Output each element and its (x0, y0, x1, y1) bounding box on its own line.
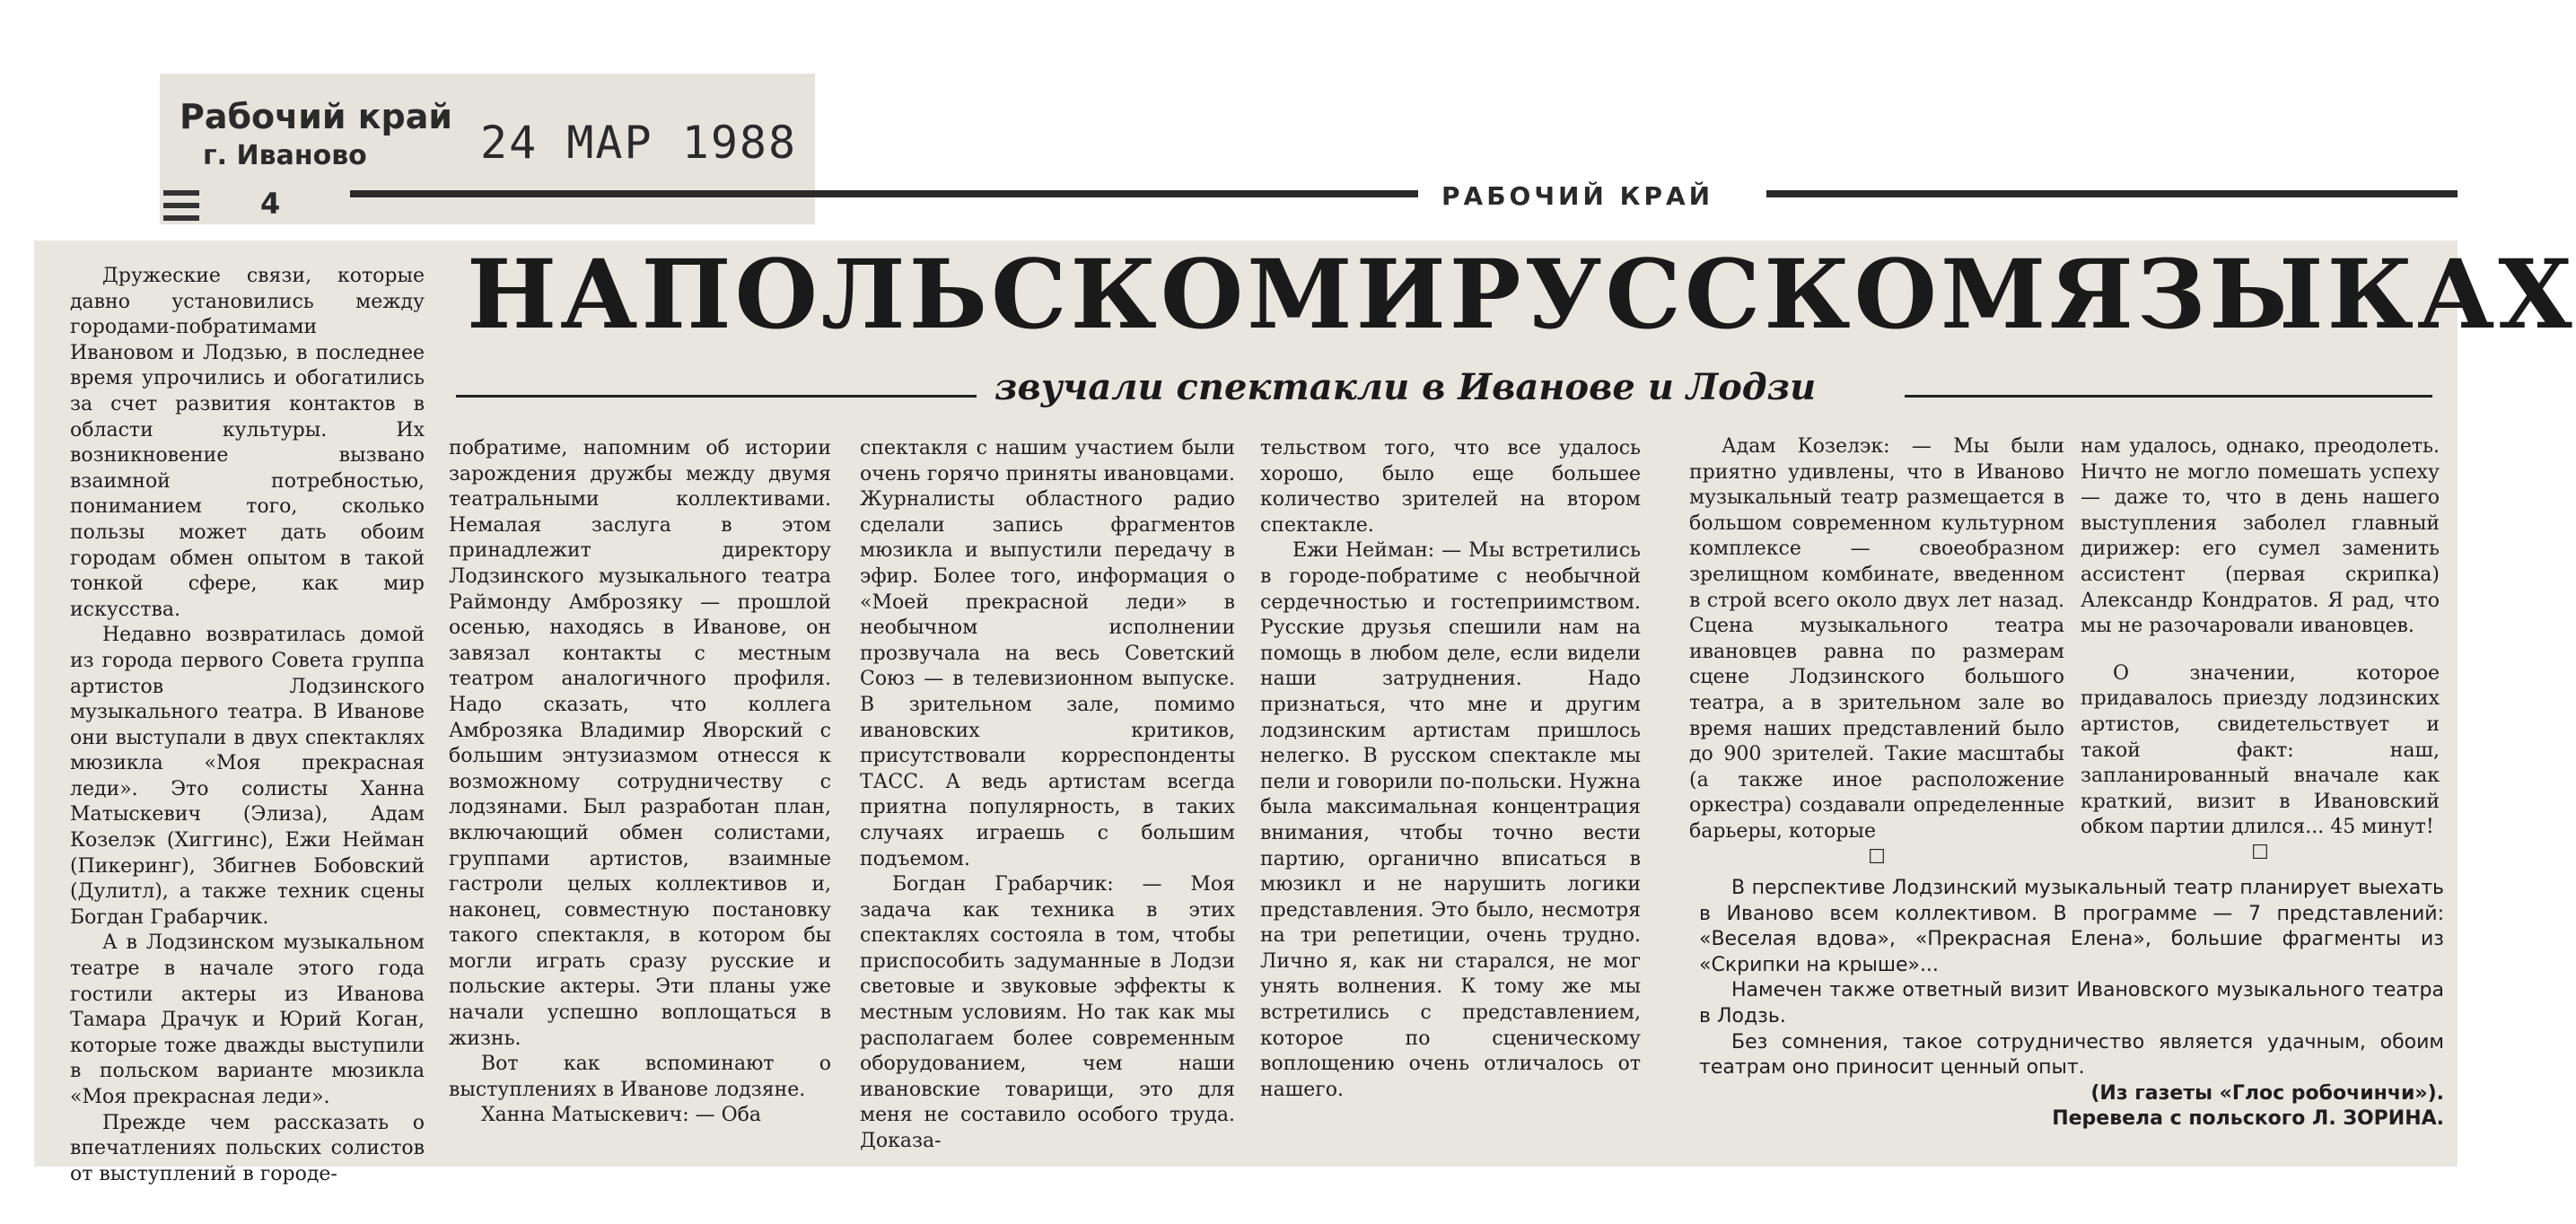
column-1 (70, 264, 425, 1187)
column-2 (449, 436, 831, 1129)
subhead-rule-right (1905, 395, 2432, 398)
paragraph: Намечен также ответный визит Ивановского музыкального театра в Лодзь. (1699, 979, 2444, 1027)
paragraph: Богдан Грабарчик: — Моя задача как техника в этих спектаклях состояла в том, чтобы приспособить задуманные в Лодзи световые и звуковые эффекты к местным условиям. Но так как мы располагаем более современным оборудованием, чем наши ивановские товарищи, это для меня не составило особого труда. Доказа- (860, 873, 1235, 1153)
date-stamp: 24 МАР 1988 (480, 117, 798, 169)
running-head: РАБОЧИЙ КРАЙ (1441, 181, 1714, 211)
subheadline: звучали спектакли в Иванове и Лодзи (994, 366, 1817, 408)
end-mark: ☐ (1868, 845, 1886, 869)
headline-word: РУССКОМ (1449, 237, 2050, 350)
column-5 (1689, 434, 2064, 870)
paragraph: спектакля с нашим участием были очень горячо приняты ивановцами. Журналисты областного радио сделали запись фрагментов мюзикла и выпустили передачу в эфир. Более того, информация о «Моей прекрасной леди» в необычном исполнении прозвучала на весь Советский Союз — в телевизионном выпуске. В зрительном зале, помимо ивановских критиков, присутствовали корреспонденты ТАСС. А ведь артистам всегда приятна популярность, в таких случаях играешь с большим подъемом. (860, 437, 1235, 870)
paragraph: Ханна Матыскевич: — Оба (481, 1104, 762, 1127)
paper-name: Рабочий край (180, 97, 452, 136)
column-3 (860, 436, 1235, 1155)
column-6 (2081, 434, 2440, 866)
city-name: г. Иваново (203, 140, 367, 171)
translator-credit: Перевела с польского Л. ЗОРИНА. (2052, 1107, 2444, 1131)
header-rule-left (350, 190, 1418, 197)
rule-block (163, 203, 199, 208)
end-mark: ☐ (2251, 841, 2269, 864)
paragraph: нам удалось, однако, преодолеть. Ничто не могло помешать успеху — даже то, что в день нашего выступления заболел главный дирижер: его сумел заменить ассистент (первая скрипка) Александр Кондратов. Я рад, что мы не разочаровали ивановцев. (2081, 435, 2440, 638)
rule-block (163, 215, 199, 221)
paragraph: Адам Козелэк: — Мы были приятно удивлены, что в Иваново музыкальный театр размещается в большом современном культурном комплексе — своеобразном зрелищном комбинате, введенном в строй всего около двух лет назад. Сцена музыкального театра ивановцев равна по размерам сцене Лодзинского большого театра, а в зрительном зале во время наших представлений было до 900 зрителей. Такие масштабы (а также иное расположение оркестра) создавали определенные барьеры, которые (1689, 435, 2064, 843)
headline-word: ПОЛЬСКОМ (641, 237, 1356, 350)
headline (467, 235, 2576, 352)
paragraph: побратиме, напомним об истории зарождения дружбы между двумя театральными коллективами. Немалая заслуга в этом принадлежит директору Лодзинского музыкального театра Раймонду Амброзяку — прошлой осенью, находясь в Иванове, он завязал контакты с местным театром аналогичного профиля. Надо сказать, что коллега Амброзяка Владимир Яворский с большим энтузиазмом отнесся к возможному сотрудничеству с лодзянами. Был разработан план, включающий обмен солистами, группами артистов, взаимные гастроли целых коллективов и, наконец, совместную постановку такого спектакля, в котором бы могли играть сразу русские и польские актеры. Эти планы уже начали успешно воплощаться в жизнь. (449, 437, 831, 1050)
page-number: 4 (260, 187, 281, 221)
header-rule-right (1766, 190, 2458, 197)
paragraph: В перспективе Лодзинский музыкальный театр планирует выехать в Иваново всем коллективом. В программе — 7 представлений: «Веселая вдова», «Прекрасная Елена», большие фрагменты из «Скрипки на крыше»... (1699, 877, 2444, 976)
paragraph: Прежде чем рассказать о впечатлениях польских солистов от выступлений в городе- (70, 1111, 425, 1185)
paragraph: А в Лодзинском музыкальном театре в начале этого года гостили актеры из Иванова Тамара Драчук и Юрий Коган, которые тоже дважды выступили в польском варианте мюзикла «Моя прекрасная леди». (70, 931, 425, 1108)
paragraph: Без сомнения, такое сотрудничество является удачным, обоим театрам оно приносит ценный опыт. (1699, 1030, 2444, 1080)
paragraph: тельством того, что все удалось хорошо, было еще большее количество зрителей на втором спектакле. (1260, 437, 1641, 537)
column-4 (1260, 436, 1641, 1103)
source-credit: (Из газеты «Глос робочинчи»). (2090, 1081, 2444, 1105)
bottom-block (1699, 876, 2444, 1132)
headline-word: ЯЗЫКАХ (2049, 237, 2576, 350)
headline-word: НА (467, 237, 642, 350)
paragraph: Вот как вспоминают о выступлениях в Иванове лодзяне. (449, 1053, 831, 1101)
paragraph: Недавно возвратилась домой из города первого Совета группа артистов Лодзинского музыкального театра. В Иванове они выступали в двух спектаклях мюзикла «Моя прекрасная леди». Это солисты Ханна Матыскевич (Элиза), Адам Козелэк (Хиггинс), Ежи Нейман (Пикеринг), Збигнев Бобовский (Дулитл), а также техник сцены Богдан Грабарчик. (70, 624, 425, 929)
rule-block (163, 190, 199, 196)
paragraph: Ежи Нейман: — Мы встретились в городе-побратиме с необычной сердечностью и гостеприимством. Русские друзья спешили нам на помощь в любом деле, если видели наши затруднения. Надо признаться, что мне и другим лодзинским артистам пришлось нелегко. В русском спектакле мы пели и говорили по-польски. Нужна была максимальная концентрация внимания, чтобы точно вести партию, органично вписаться в мюзикл и не нарушить логики представления. Это было, несмотря на три репетиции, очень трудно. Лично я, как ни старался, не мог унять волнения. К тому же мы встретились с представлением, которое по сценическому воплощению очень отличалось от нашего. (1260, 539, 1641, 1101)
headline-word: И (1355, 237, 1450, 350)
subhead-rule-left (456, 395, 977, 398)
paragraph: Дружеские связи, которые давно установились между городами-побратимами Ивановом и Лодзью, в последнее время упрочились и обогатились за счет развития контактов в области культуры. Их возникновение вызвано взаимной потребностью, пониманием того, сколько пользы может дать обоим городам обмен опытом в такой тонкой сфере, как мир искусства. (70, 265, 425, 621)
paragraph: О значении, которое придавалось приезду лодзинских артистов, свидетельствует и такой факт: наш, запланированный вначале как краткий, визит в Ивановский обком партии длился... 45 минут! (2081, 661, 2440, 839)
